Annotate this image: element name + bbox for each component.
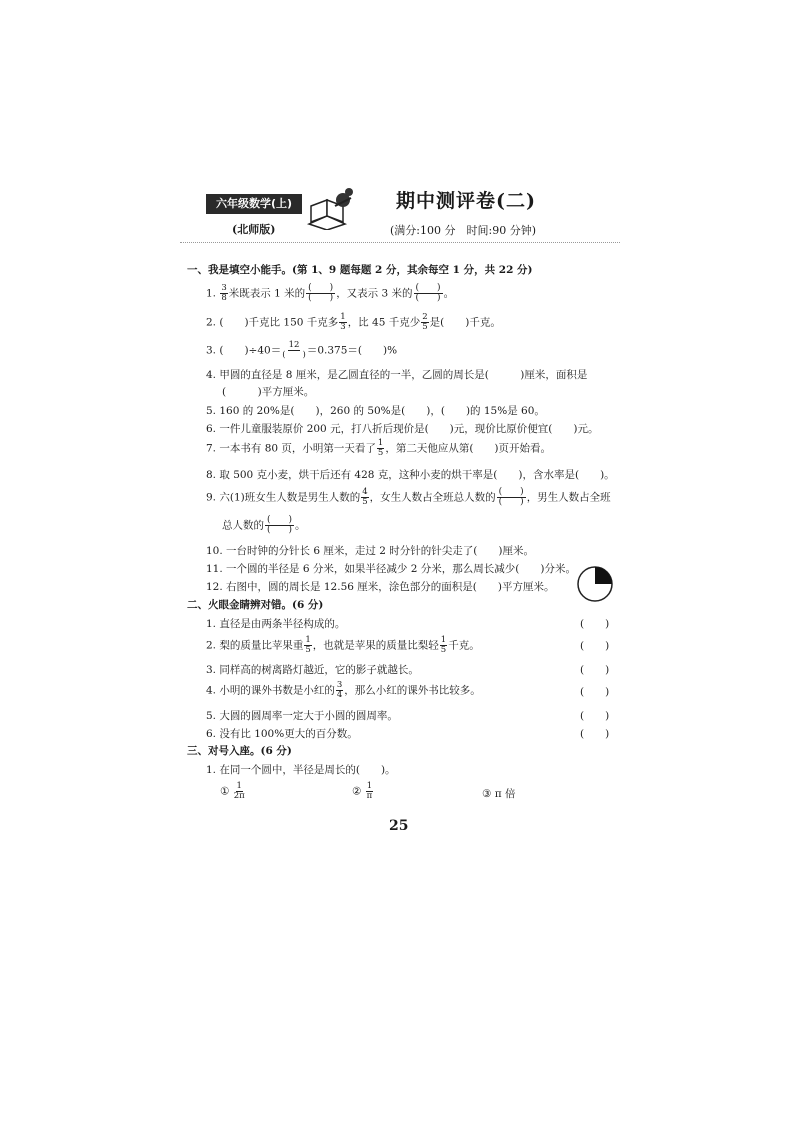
edition-label: (北师版) [232,223,276,236]
divider [180,242,620,243]
section-1-heading: 一、我是填空小能手。(第 1、9 题每题 2 分，其余每空 1 分，共 22 分) [187,264,533,276]
question-1: 1. $\frac{3}{8}$ 米既表示 1 米的 ( ) ( ) ，又表示 3 米的 ( ) ( ) 。 [206,283,455,303]
question-9-line-1: 9. 六(1)班女生人数是男生人数的 $\frac{4}{5}$ ，女生人数占全班总人数的 ( ) ( ) ，男生人数占全班 [206,487,611,507]
page-title: 期中测评卷(二) [396,190,536,212]
answer-paren[interactable]: ( ) [580,728,610,740]
fraction: $\frac{1}{3}$ [340,312,346,332]
book-icon [305,186,357,230]
question-7: 7. 一本书有 80 页，小明第一天看了 $\frac{1}{5}$ ，第二天他应从第( )页开始看。 [206,438,552,458]
question-4-line-1: 4. 甲圆的直径是 8 厘米，是乙圆直径的一半，乙圆的周长是( )厘米，面积是 [206,369,588,381]
fraction: $\frac{1}{5}$ [377,438,384,458]
section-2-heading: 二、火眼金睛辨对错。(6 分) [187,599,324,611]
tf-statement-6: 6. 没有比 100%更大的百分数。 [206,728,358,740]
question-10: 10. 一台时钟的分针长 6 厘米，走过 2 时分针的针尖走了( )厘米。 [206,545,534,557]
option-3[interactable]: ③ π 倍 [482,788,516,800]
tf-statement-4: 4. 小明的课外书数是小红的 $\frac{3}{4}$ ，那么小红的课外书比较多。 [206,680,481,700]
fraction: $\frac{1}{5}$ [305,635,311,655]
tf-statement-1: 1. 直径是由两条半径构成的。 [206,618,346,630]
question-6: 6. 一件儿童服装原价 200 元，打八折后现价是( )元，现价比原价便宜( )元。 [206,423,599,435]
section-3-heading: 三、对号入座。(6 分) [187,745,292,757]
blank-fraction: ( ) ( ) [308,283,334,303]
question-8: 8. 取 500 克小麦，烘干后还有 428 克，这种小麦的烘干率是( )，含水率是( )。 [206,469,615,481]
question-12: 12. 右图中，圆的周长是 12.56 厘米，涂色部分的面积是( )平方厘米。 [206,581,555,593]
fraction: $\frac{4}{5}$ [362,487,368,507]
shaded-circle-figure [576,565,614,603]
fraction: $\frac{1}{5}$ [440,635,447,655]
fraction: $\frac{3}{4}$ [336,680,343,700]
question-4-line-2: ( )平方厘米。 [222,386,315,398]
answer-paren[interactable]: ( ) [580,686,610,698]
fraction: $\frac{2}{5}$ [422,312,428,332]
fraction: $\frac{12}{( )}$ [282,340,306,360]
grade-badge: 六年级数学(上) [206,194,302,214]
question-3: 3. ( )÷40＝ $\frac{12}{( )}$ ＝0.375＝( )% [206,340,398,360]
option-1[interactable]: ① $\frac{1}{2\pi}$ [220,781,245,801]
question-9-line-2: 总人数的 ( ) ( ) 。 [222,515,306,535]
question-5: 5. 160 的 20%是( )，260 的 50%是( )，( )的 15%是 60。 [206,405,545,417]
page-number: 25 [389,818,409,834]
tf-statement-5: 5. 大圆的圆周率一定大于小圆的圆周率。 [206,710,398,722]
shaded-quarter [595,567,612,584]
tf-statement-3: 3. 同样高的树离路灯越近，它的影子就越长。 [206,664,419,676]
answer-paren[interactable]: ( ) [580,640,610,652]
fraction: $\frac{1}{2\pi}$ [233,781,245,801]
tf-statement-2: 2. 梨的质量比苹果重 $\frac{1}{5}$ ，也就是苹果的质量比梨轻 $\frac{1}{5}$ 千克。 [206,635,480,655]
fraction: $\frac{3}{8}$ [221,283,227,303]
exam-info: (满分:100 分 时间:90 分钟) [390,224,536,237]
answer-paren[interactable]: ( ) [580,618,610,630]
mc-question-1: 1. 在同一个圆中，半径是周长的( )。 [206,764,396,776]
question-2: 2. ( )千克比 150 千克多 $\frac{1}{3}$ ，比 45 千克少 $\frac{2}{5}$ 是( )千克。 [206,312,501,332]
blank-fraction: ( ) ( ) [415,283,441,303]
blank-fraction: ( ) ( ) [498,487,524,507]
option-2[interactable]: ② $\frac{1}{\pi}$ [352,781,373,801]
answer-paren[interactable]: ( ) [580,710,610,722]
question-11: 11. 一个圆的半径是 6 分米，如果半径减少 2 分米，那么周长减少( )分米。 [206,563,576,575]
fraction: $\frac{1}{\pi}$ [366,781,373,801]
answer-paren[interactable]: ( ) [580,664,610,676]
blank-fraction: ( ) ( ) [267,515,293,535]
